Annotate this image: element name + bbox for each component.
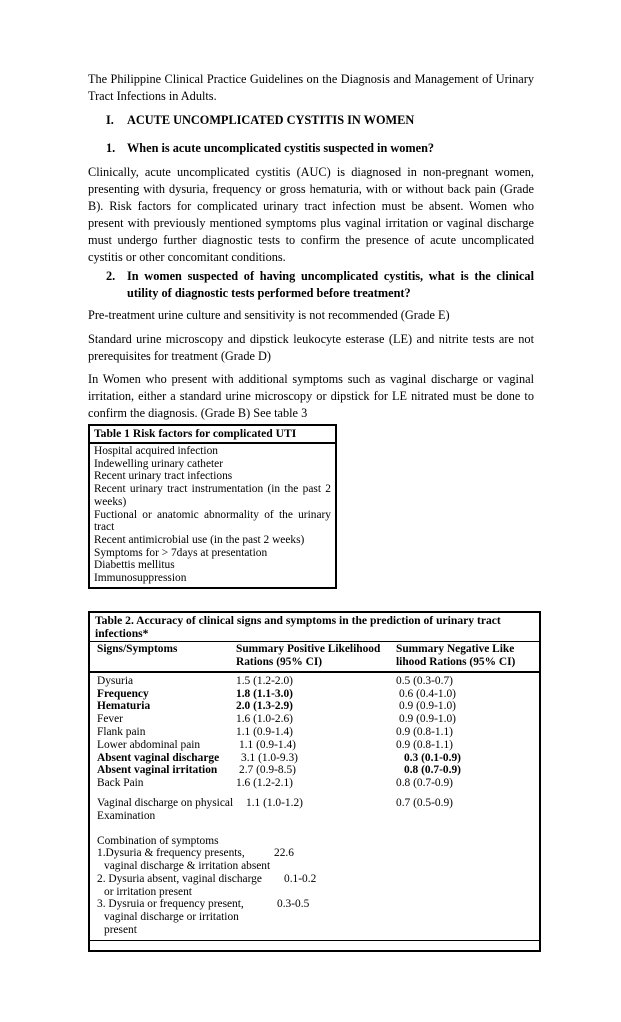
combination-item [90,898,539,936]
paragraph-microscopy: Standard urine microscopy and dipstick leukocyte esterase (LE) and nitrite tests are not prerequisites for treatment (Grade D) [88,332,534,363]
table2-empty-row [90,940,539,950]
table-row: Recent antimicrobial use (in the past 2 weeks) [94,533,305,546]
table-row: Recent urinary tract instrumentation (in the past 2 weeks) [94,483,331,508]
cell-negative: 0.5 (0.3-0.7) [396,674,453,687]
table-row [90,675,539,688]
table-row [90,713,539,726]
combination-label: 3. Dysruia or frequency present, vaginal discharge or irritation present [97,898,244,937]
cell-positive: 1.1 (0.9-1.4) [236,725,293,738]
cell-positive: 2.0 (1.3-2.9) [236,700,293,713]
table-row [90,777,539,790]
cell-negative: 0.9 (0.8-1.1) [396,738,453,751]
table-row: Hospital acquired infection [94,445,218,457]
cell-negative: 0.9 (0.8-1.1) [396,725,453,738]
combination-value: 22.6 [274,847,294,860]
cell-symptom: Absent vaginal irritation [97,764,218,777]
table2-title: Table 2. Accuracy of clinical signs and symptoms in the prediction of urinary tract infections* [90,613,539,642]
cell-positive: 3.1 (1.0-9.3) [241,751,298,764]
cell-negative: 0.9 (0.9-1.0) [399,713,456,726]
combination-heading: Combination of symptoms [97,834,219,847]
table-row: Immunosuppression [94,572,187,585]
section-heading [106,112,534,129]
column-header-negative-likelihood: Summary Negative Like lihood Rations (95% CI) [396,642,516,669]
paragraph-urine-culture: Pre-treatment urine culture and sensitivity is not recommended (Grade E) [88,308,450,322]
intro-paragraph: The Philippine Clinical Practice Guidelines on the Diagnosis and Management of Urinary Tract Infections in Adults. [88,72,534,103]
cell-positive: 2.7 (0.9-8.5) [239,764,296,777]
table-row [90,739,539,752]
column-header-positive-likelihood: Summary Positive Likelihood Rations (95% CI) [236,642,381,669]
row-spacer [90,823,539,835]
cell-symptom: Lower abdominal pain [97,738,201,751]
table-row: Fuctional or anatomic abnormality of the urinary tract [94,508,331,534]
cell-negative: 0.9 (0.9-1.0) [399,700,456,713]
question-1-title: When is acute uncomplicated cystitis suspected in women? [127,141,435,155]
cell-positive: 1.1 (0.9-1.4) [239,738,296,751]
combination-value: 0.1-0.2 [284,872,317,885]
cell-negative: 0.8 (0.7-0.9) [404,764,461,777]
table2-accuracy-signs-symptoms [88,611,541,952]
paragraph-additional-symptoms: In Women who present with additional symptoms such as vaginal discharge or vaginal irritation, either a standard urine microscopy or dipstick for LE nitrated must be done to confirm the diagnosis. (Grade B) See table 3 [88,372,534,420]
cell-symptom: Dysuria [97,674,134,687]
column-header-signs-symptoms: Signs/Symptoms [97,642,178,655]
table-row [90,688,539,701]
combination-label: 1.Dysuria & frequency presents, vaginal discharge & irritation absent [97,847,271,873]
cell-symptom: Hematuria [97,700,151,713]
cell-positive: 1.6 (1.0-2.6) [236,713,293,726]
paragraph-auc-definition: Clinically, acute uncomplicated cystitis (AUC) is diagnosed in non-pregnant women, presenting with dysuria, frequency or gross hematuria, with or without back pain (Grade B). Risk factors for complicated urinary tract infection must be absent. Women who present with previously mentioned symptoms plus vaginal irritation or vaginal discharge must undergo further diagnostic tests to confirm the presence of acute uncomplicated cystitis or other concomitant conditions. [88,165,534,264]
cell-positive: 1.8 (1.1-3.0) [236,687,293,700]
cell-positive: 1.6 (1.2-2.1) [236,777,293,790]
cell-positive: 1.5 (1.2-2.0) [236,674,293,687]
cell-symptom: Fever [97,713,123,726]
combination-label: 2. Dysuria absent, vaginal discharge or irritation present [97,872,262,898]
combination-item [90,873,539,899]
cell-negative: 0.6 (0.4-1.0) [399,687,456,700]
table-row: Symptoms for > 7days at presentation [94,546,268,559]
table1-title: Table 1 Risk factors for complicated UTI [90,426,335,444]
question-2-title: In women suspected of having uncomplicated cystitis, what is the clinical utility of diagnostic tests performed before treatment? [127,269,534,300]
table1-risk-factors [88,424,337,589]
cell-negative: 0.8 (0.7-0.9) [396,777,453,790]
table-row-physical-exam [90,797,539,823]
cell-negative: 0.3 (0.1-0.9) [404,751,461,764]
table2-header-row [90,642,539,673]
cell-symptom: Vaginal discharge on physical Examination [97,796,234,822]
question-1-number: 1. [106,141,116,155]
table-row [90,764,539,777]
combination-value: 0.3-0.5 [277,898,310,911]
row-spacer [90,790,539,797]
question-2-number: 2. [106,269,116,283]
cell-symptom: Absent vaginal discharge [97,751,220,764]
table-row: Diabettis mellitus [94,559,175,572]
table-row: Indewelling urinary catheter [94,457,224,470]
cell-negative: 0.7 (0.5-0.9) [396,796,453,809]
table1-body [90,444,335,587]
section-number: I. [106,113,114,127]
question-1-heading [106,140,534,157]
cell-symptom: Flank pain [97,725,146,738]
table-row [90,700,539,713]
section-title: ACUTE UNCOMPLICATED CYSTITIS IN WOMEN [127,113,415,127]
cell-symptom: Back Pain [97,777,144,790]
table-row: Recent urinary tract infections [94,470,233,483]
table-row [90,726,539,739]
cell-symptom: Frequency [97,687,149,700]
table-row [90,752,539,765]
cell-positive: 1.1 (1.0-1.2) [246,796,303,809]
table2-body [90,673,539,937]
question-2-heading [106,268,534,302]
document-content [88,71,534,952]
combination-item [90,847,539,873]
